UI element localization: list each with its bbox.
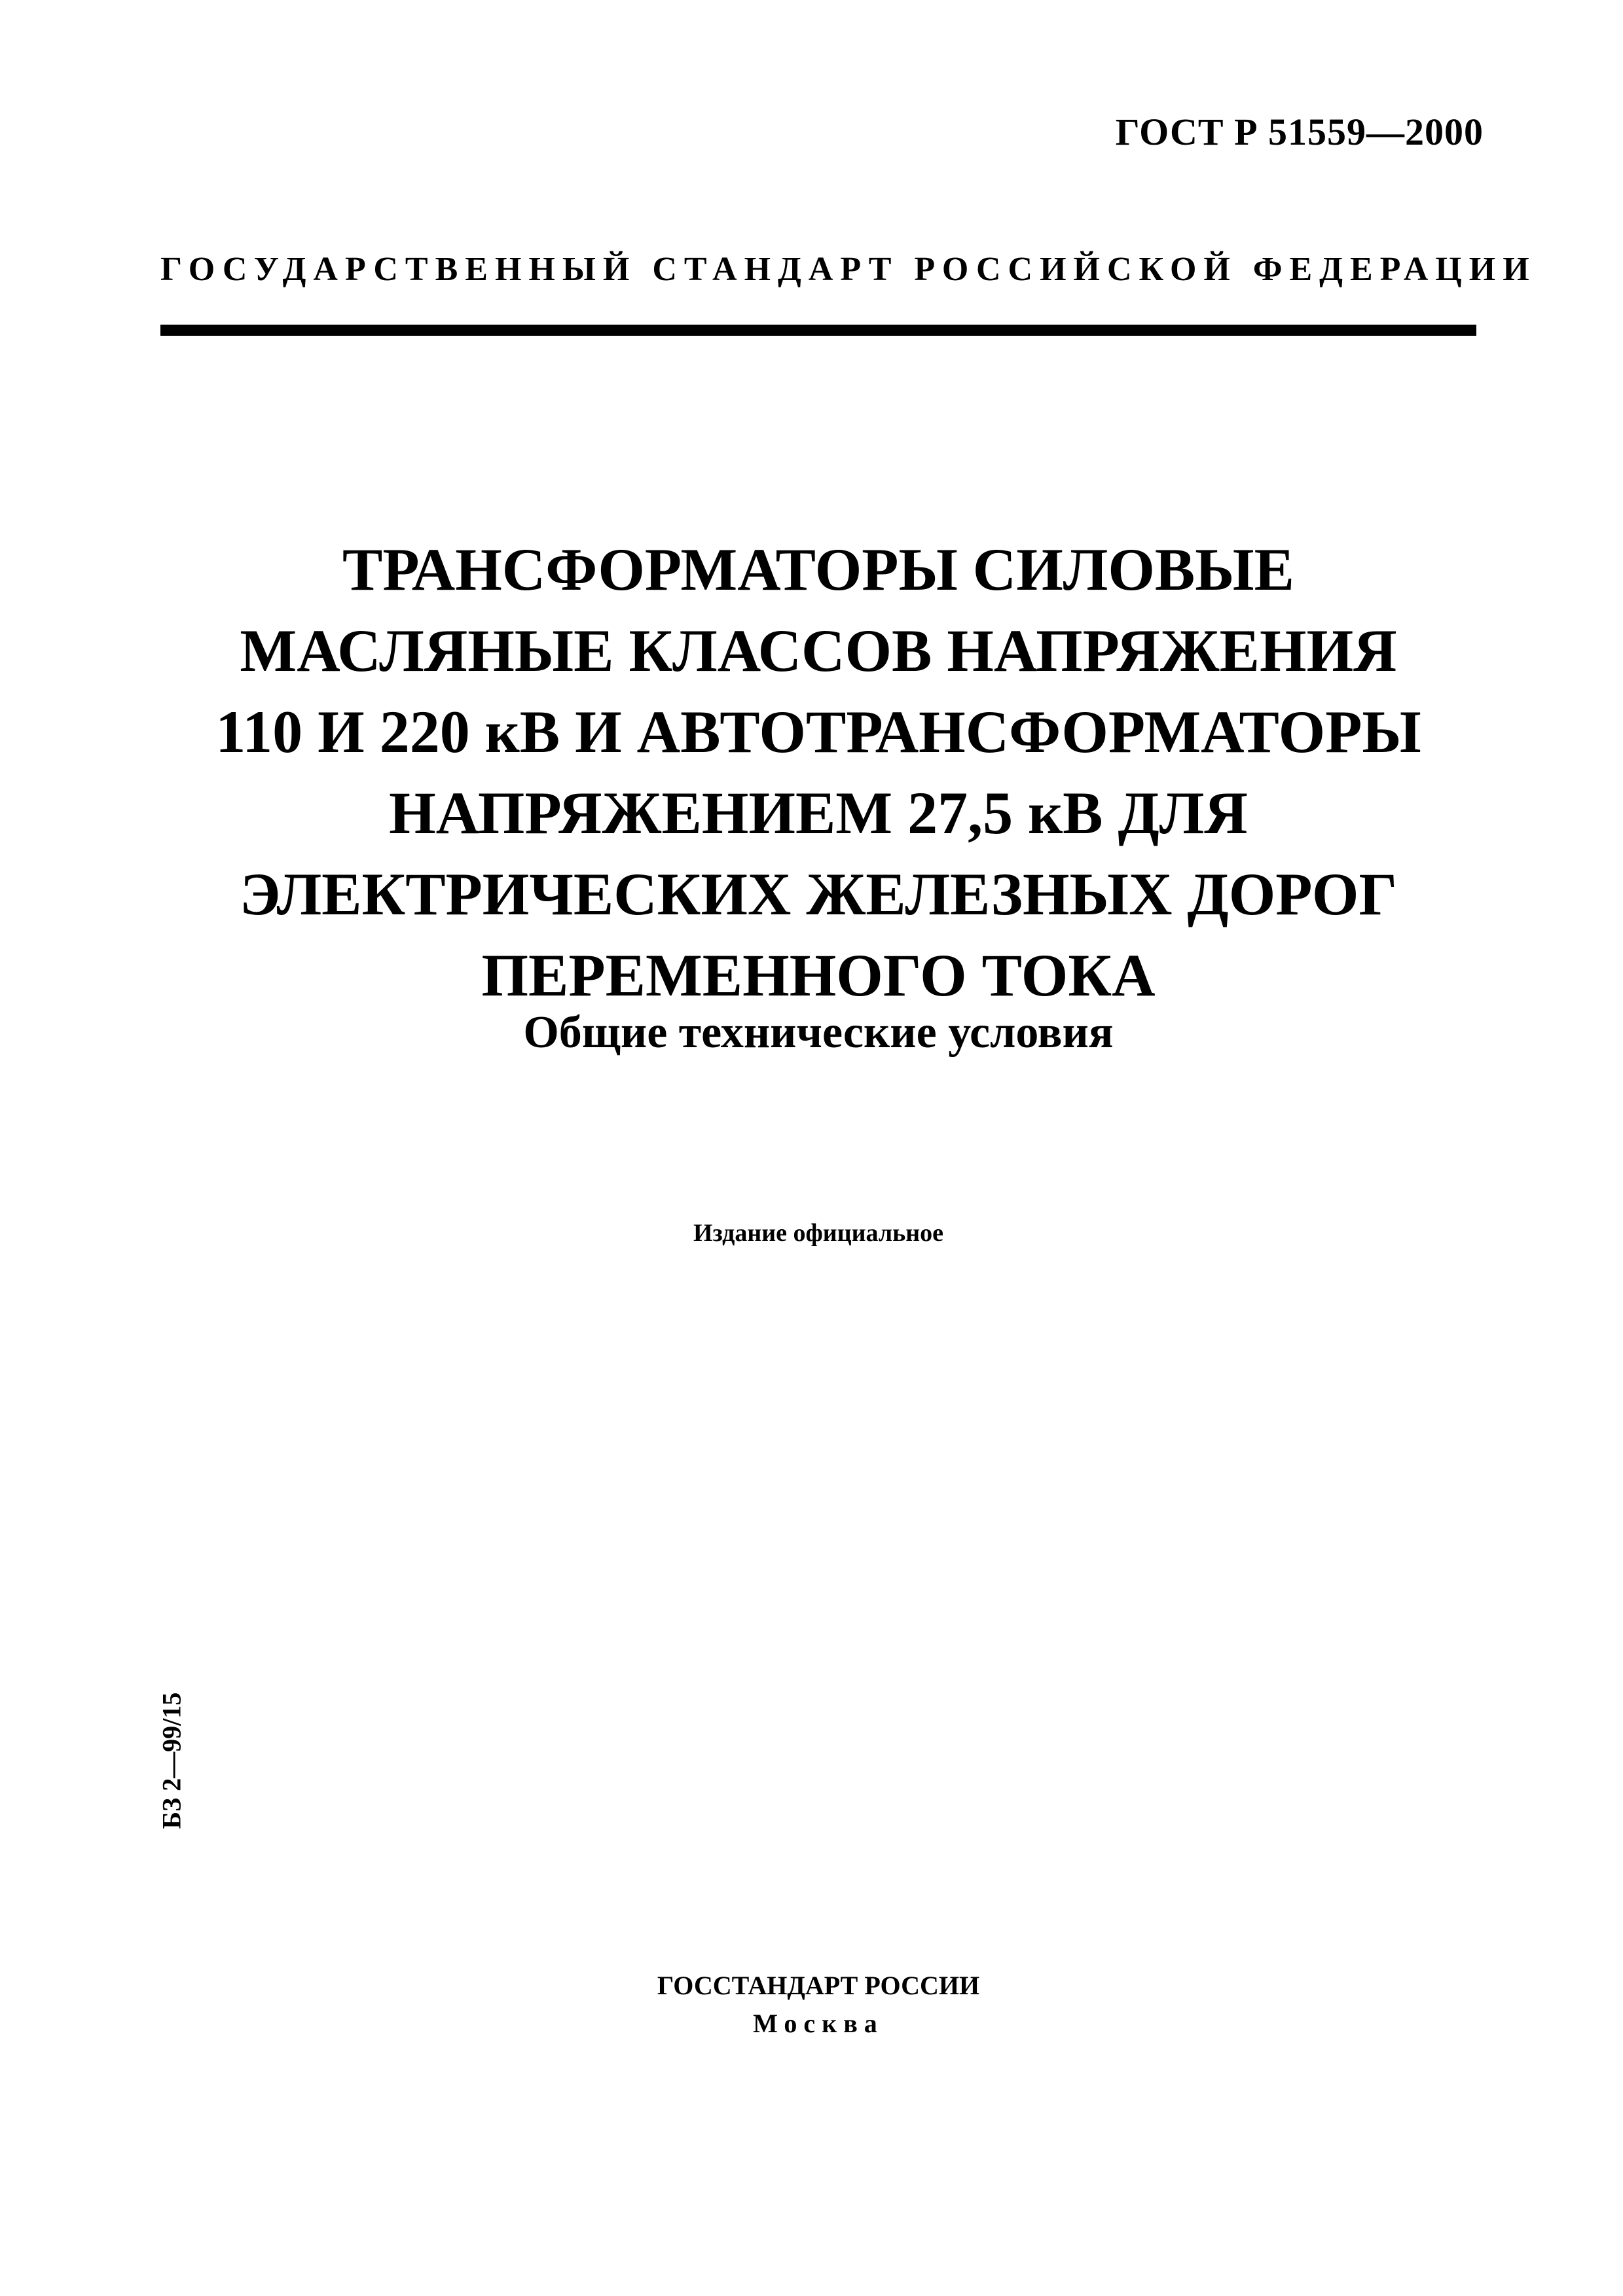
- main-title: [160, 529, 1476, 1016]
- edition-note: Издание официальное: [693, 1219, 943, 1247]
- title-line: ТРАНСФОРМАТОРЫ СИЛОВЫЕ: [342, 536, 1294, 603]
- header-rule-divider: [160, 325, 1476, 336]
- title-line: 110 И 220 кВ И АВТОТРАНСФОРМАТОРЫ: [215, 698, 1421, 765]
- title-line: НАПРЯЖЕНИЕМ 27,5 кВ ДЛЯ: [389, 780, 1248, 846]
- publisher: ГОССТАНДАРТ РОССИИ: [657, 1971, 980, 2000]
- title-line: ПЕРЕМЕННОГО ТОКА: [481, 942, 1156, 1009]
- subtitle: Общие технические условия: [523, 1007, 1114, 1058]
- standard-header: ГОСУДАРСТВЕННЫЙ СТАНДАРТ РОССИЙСКОЙ ФЕДЕРАЦИИ: [160, 251, 1537, 288]
- title-line: МАСЛЯНЫЕ КЛАССОВ НАПРЯЖЕНИЯ: [240, 617, 1397, 684]
- document-code: ГОСТ Р 51559—2000: [1115, 111, 1484, 153]
- title-line: ЭЛЕКТРИЧЕСКИХ ЖЕЛЕЗНЫХ ДОРОГ: [239, 861, 1398, 927]
- side-code: БЗ 2—99/15: [156, 1692, 187, 1829]
- publisher-city: Москва: [753, 2009, 884, 2038]
